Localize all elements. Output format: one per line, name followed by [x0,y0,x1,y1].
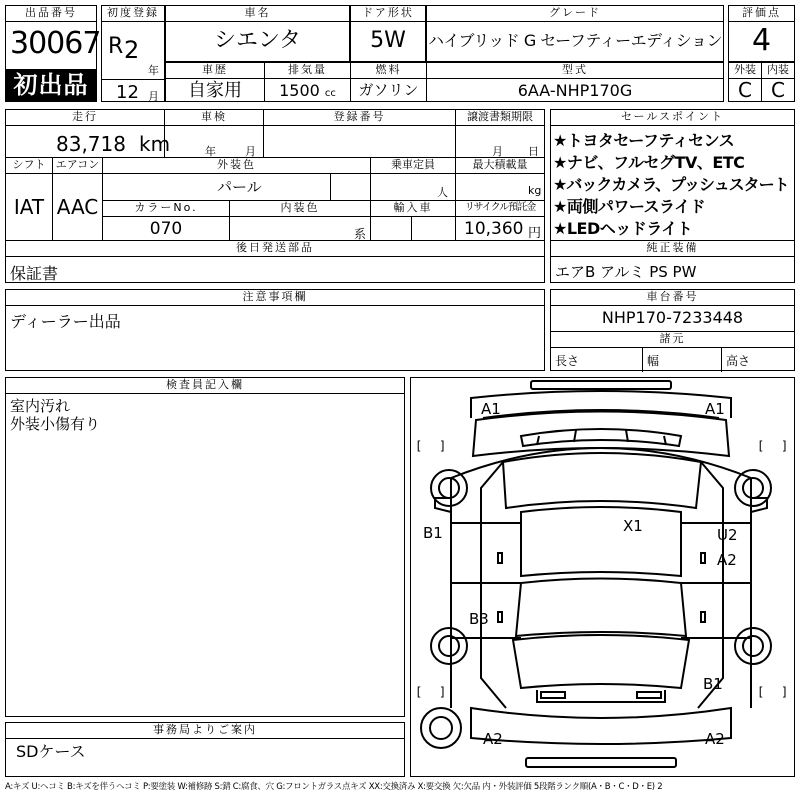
sales-point-3: ★バックカメラ、プッシュスタート [553,175,789,194]
lot-number-box [5,5,101,102]
interior-grade-box [761,62,795,102]
fuel-label: 燃料 [351,63,426,79]
model-box [426,62,724,102]
color-label: 外装色 [103,158,370,174]
office-label: 事務局よりご案内 [6,723,404,739]
inspector-line-2: 外装小傷有り [10,415,101,433]
month-value: 12 [116,82,139,103]
score-label: 評価点 [729,6,794,22]
grade: ハイブリッド G セーフティーエディション [428,31,722,50]
mark-rear-right: A2 [705,730,725,748]
color-box [102,157,371,201]
capacity-unit: 人 [437,186,448,199]
first-registration-label: 初度登録 [102,6,164,22]
equipment-label: 純正装備 [551,241,794,257]
capacity-box [370,157,456,201]
color-number: 070 [149,219,183,239]
lot-number-label: 出品番号 [6,6,96,22]
svg-text:[: [ [415,439,423,453]
month-unit: 月 [148,90,159,103]
svg-text:]: ] [439,439,447,453]
transfer-month-unit: 月 [492,145,503,158]
door-label: ドア形状 [351,6,425,22]
mark-right-rear-fender: B1 [703,675,723,693]
displacement-unit: cc [324,88,336,99]
model-label: 型式 [427,63,723,79]
exterior-grade-box [728,62,762,102]
color: パール [217,178,262,196]
sales-points-label: セールスポイント [551,110,794,126]
chassis-box [550,289,795,371]
exterior-grade: C [738,78,752,102]
displacement-label: 排気量 [265,63,350,79]
inspector-box [5,377,405,717]
sales-point-2: ★ナビ、フルセグTV、ETC [553,153,745,172]
first-listing-badge [6,69,96,101]
notes-label: 注意事項欄 [6,290,544,306]
legend: A:キズ U:ヘコミ B:キズを伴うヘコミ P:要塗装 W:補修跡 S:錆 C:腐食、穴 G:フロントガラス点キズ XX:交換済み X:要交換 欠:欠品 内・外装評価 5段階ランク順(A・B・C・D・E) 2 [5,782,663,792]
transfer-day-unit: 日 [528,145,539,158]
import-box [370,200,456,241]
later-parts-label: 後日発送部品 [6,241,544,257]
exterior-grade-label: 外装 [729,63,761,79]
lot-number: 30067 [10,26,101,61]
year-unit: 年 [148,64,159,77]
later-parts: 保証書 [10,264,59,283]
year-value: 2 [124,36,140,64]
fuel: ガソリン [358,81,419,99]
aircon-label: エアコン [53,158,102,174]
plate-label: 登録番号 [264,110,455,126]
recycle-unit: 円 [528,226,542,241]
inspection-month-unit: 月 [245,145,256,158]
shift: IAT [13,195,45,219]
grade-box [426,5,724,62]
mark-left-rear-door: B3 [469,610,489,628]
door: 5W [370,28,406,53]
notes: ディーラー出品 [10,312,121,331]
transfer-label: 譲渡書類期限 [456,110,544,126]
interior-color-box [229,200,371,241]
mileage: 83,718 [56,132,126,156]
height-label: 高さ [726,354,751,368]
displacement: 1500 [279,81,320,100]
office-box [5,722,405,777]
mark-right-front-door-2: A2 [717,551,737,569]
spec-label: 諸元 [551,332,794,348]
sales-points-box [550,109,795,241]
mark-rear-left: A2 [483,730,503,748]
score-box [728,5,795,62]
capacity-label: 乗車定員 [371,158,455,174]
displacement-box [264,62,351,102]
era: R [108,34,124,59]
mark-roof: X1 [623,517,643,535]
color-number-label: カラーNo. [103,201,229,217]
mileage-box [5,109,171,158]
car-name-box [165,5,350,62]
load-label: 最大積載量 [456,158,544,174]
recycle-label: リサイクル預託金 [456,201,544,217]
interior-grade: C [771,78,785,102]
chassis-number: NHP170-7233448 [551,306,794,332]
svg-text:]: ] [439,685,447,699]
interior-color-label: 内装色 [230,201,370,217]
mark-left-front-door: B1 [423,524,443,542]
import-label: 輸入車 [371,201,455,217]
first-listing-text: 初出品 [13,71,89,99]
width-label: 幅 [647,354,660,368]
transfer-box [455,109,545,158]
history-label: 車歴 [166,63,264,79]
damage-diagram [410,377,795,777]
svg-text:[: [ [415,685,423,699]
model: 6AA-NHP170G [517,81,633,100]
mark-front-right: A1 [705,400,725,418]
car-name: シエンタ [213,28,302,53]
equipment-box [550,240,795,283]
recycle: 10,360 [464,219,524,239]
notes-box [5,289,545,371]
score: 4 [751,23,772,58]
length-label: 長さ [555,354,580,368]
plate-box [263,109,456,158]
inspector-label: 検査員記入欄 [6,378,404,394]
fuel-box [350,62,427,102]
door-box [350,5,426,62]
shift-box [5,157,53,241]
color-number-box [102,200,230,241]
inspection-year-unit: 年 [205,145,216,158]
svg-text:]: ] [781,685,789,699]
interior-grade-label: 内装 [762,63,794,79]
later-parts-box [5,240,545,283]
mark-front-left: A1 [481,400,501,418]
first-registration-box [101,5,165,102]
grade-label: グレード [427,6,723,22]
load-unit: kg [528,184,542,197]
interior-color-unit: 系 [354,227,367,241]
inspector-line-1: 室内汚れ [10,397,71,415]
mark-right-front-door-1: U2 [717,526,738,544]
mileage-unit: km [139,132,171,156]
office: SDケース [16,742,86,761]
chassis-label: 車台番号 [551,290,794,306]
car-name-label: 車名 [166,6,349,22]
load-box [455,157,545,201]
history-box [165,62,265,102]
mileage-label: 走行 [6,110,164,126]
svg-text:[: [ [757,685,765,699]
sales-point-5: ★LEDヘッドライト [553,219,693,238]
equipment: エアB アルミ PS PW [555,263,697,281]
shift-label: シフト [6,158,52,174]
svg-text:]: ] [781,439,789,453]
sales-point-1: ★トヨタセーフティセンス [553,131,735,150]
inspection-box [164,109,264,158]
car-outline-diagram [411,378,794,776]
inspection-label: 車検 [165,110,263,126]
aircon-box [52,157,103,241]
aircon: AAC [56,195,99,219]
history: 自家用 [188,80,242,101]
svg-text:[: [ [757,439,765,453]
sales-point-4: ★両側パワースライド [553,197,706,216]
recycle-box [455,200,545,241]
